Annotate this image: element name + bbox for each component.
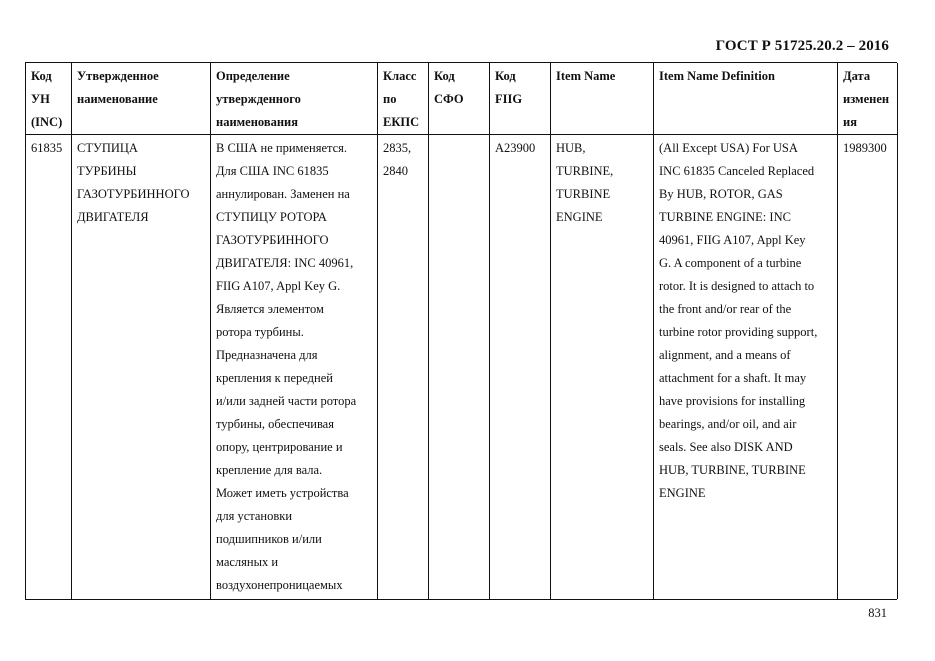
page-number: 831 xyxy=(868,606,887,620)
column-header-definition: Определение утвержденного наименования xyxy=(211,63,378,135)
column-header-approved-name: Утвержденное наименование xyxy=(72,63,211,135)
column-header-sfo-code: Код СФО xyxy=(429,63,490,135)
cell-sfo-code xyxy=(429,135,490,600)
catalog-table-container xyxy=(25,62,897,600)
column-header-item-name: Item Name xyxy=(551,63,654,135)
cell-item-name-definition: (All Except USA) For USA INC 61835 Canceled Replaced By HUB, ROTOR, GAS TURBINE ENGINE: INC 40961, FIIG A107, Appl Key G. A component of a turbine rotor. It is designed to attach to the front and/or rear of the turbine rotor providing support, alignment, and a means of attachment for a shaft. It may have provisions for installing bearings, and/or oil, and air seals. See also DISK AND HUB, TURBINE, TURBINE ENGINE xyxy=(654,135,838,600)
column-header-fiig-code: Код FIIG xyxy=(490,63,551,135)
cell-inc: 61835 xyxy=(26,135,72,600)
cell-change-date: 1989300 xyxy=(838,135,898,600)
table-row xyxy=(26,135,898,600)
cell-fiig-code: A23900 xyxy=(490,135,551,600)
table-header-row xyxy=(26,63,898,135)
column-header-change-date: Дата изменен ия xyxy=(838,63,898,135)
column-header-inc: Код УН (INC) xyxy=(26,63,72,135)
column-header-item-name-definition: Item Name Definition xyxy=(654,63,838,135)
cell-item-name: HUB, TURBINE, TURBINE ENGINE xyxy=(551,135,654,600)
column-header-ekps-class: Класс по ЕКПС xyxy=(378,63,429,135)
cell-approved-name: СТУПИЦА ТУРБИНЫ ГАЗОТУРБИННОГО ДВИГАТЕЛЯ xyxy=(72,135,211,600)
cell-definition: В США не применяется. Для США INC 61835 аннулирован. Заменен на СТУПИЦУ РОТОРА ГАЗОТУРБИННОГО ДВИГАТЕЛЯ: INC 40961, FIIG A107, Appl Key G. Является элементом ротора турбины. Предназначена для крепления к передней и/или задней части ротора турбины, обеспечивая опору, центрирование и крепление для вала. Может иметь устройства для установки подшипников и/или масляных и воздухонепроницаемых xyxy=(211,135,378,600)
cell-ekps-class: 2835, 2840 xyxy=(378,135,429,600)
catalog-table xyxy=(25,63,898,599)
document-standard-header: ГОСТ Р 51725.20.2 – 2016 xyxy=(715,38,889,54)
